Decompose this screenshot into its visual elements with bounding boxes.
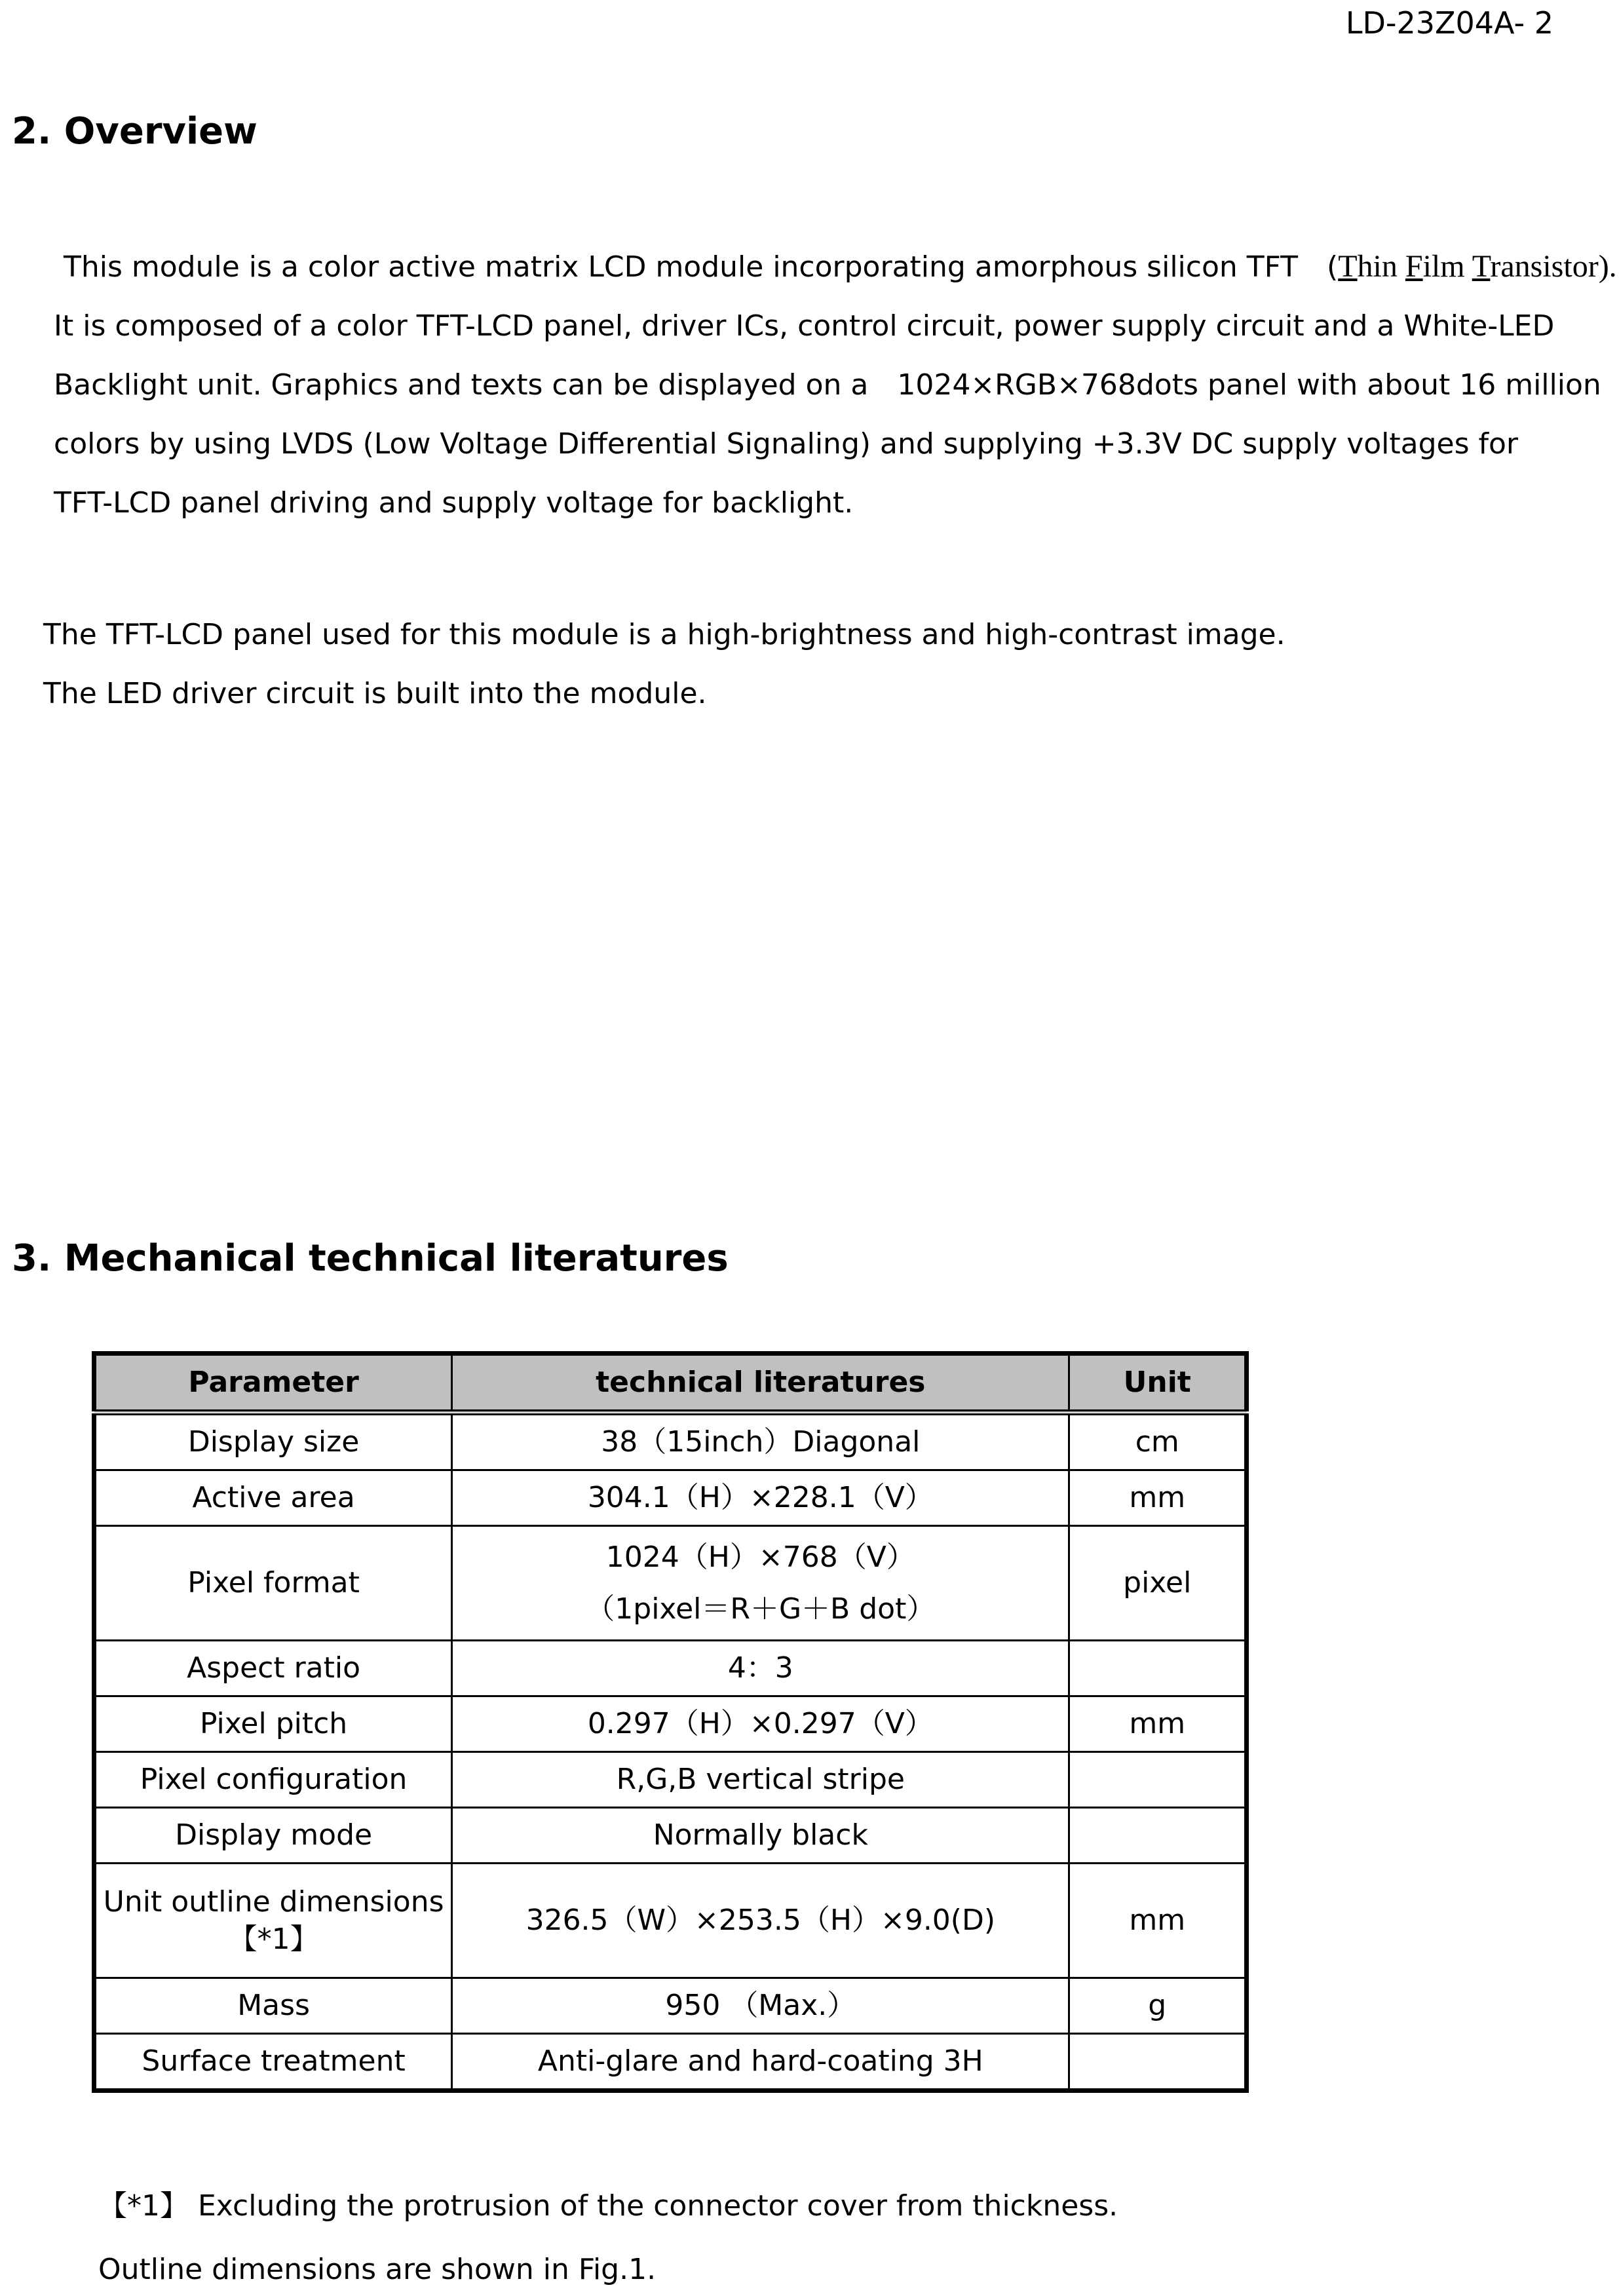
cell-value: 38（15inch）Diagonal [452,1413,1069,1470]
document-id: LD-23Z04A- 2 [1345,5,1553,41]
cell-value [452,1526,1069,1641]
overview-heading: 2. Overview [12,110,257,153]
cell-unit: pixel [1069,1526,1247,1641]
table-header-row [94,1354,1247,1413]
cell-parameter: Active area [94,1470,452,1526]
cell-value-line-2: （1pixel＝R＋G＋B dot） [586,1592,936,1626]
column-header-parameter: Parameter [94,1354,452,1413]
cell-value: Anti-glare and hard-coating 3H [452,2034,1069,2091]
cell-unit: g [1069,1978,1247,2034]
overview-line-1: This module is a color active matrix LCD module incorporating amorphous silicon TFT (Thin Film Transistor). [64,249,1617,284]
table-row [94,2034,1247,2091]
overview-line-4: colors by using LVDS (Low Voltage Differential Signaling) and supplying +3.3V DC supply voltages for [54,427,1518,461]
overview-paragraph-2 [43,605,1286,723]
cell-value: 950 （Max.） [452,1978,1069,2034]
footnote-1: 【*1】 Excluding the protrusion of the connector cover from thickness. [98,2189,1118,2223]
cell-value: 304.1（H）×228.1（V） [452,1470,1069,1526]
cell-parameter: Display size [94,1413,452,1470]
footnote-outline: Outline dimensions are shown in Fig.1. [98,2253,657,2286]
column-header-unit: Unit [1069,1354,1247,1413]
overview-line-3: Backlight unit. Graphics and texts can be displayed on a 1024×RGB×768dots panel with about 16 million [54,368,1601,402]
table-row [94,1641,1247,1696]
cell-unit: mm [1069,1470,1247,1526]
table-row [94,1470,1247,1526]
overview-p2-line-1: The TFT-LCD panel used for this module is a high-brightness and high-contrast image. [43,618,1286,651]
cell-unit [1069,1641,1247,1696]
cell-unit: mm [1069,1864,1247,1978]
overview-line-2: It is composed of a color TFT-LCD panel, driver ICs, control circuit, power supply circuit and a White-LED [54,309,1555,343]
mechanical-spec-table [92,1351,1249,2093]
column-header-technical-literatures: technical literatures [452,1354,1069,1413]
cell-unit: mm [1069,1696,1247,1752]
cell-parameter: Aspect ratio [94,1641,452,1696]
cell-parameter: Display mode [94,1808,452,1864]
cell-unit [1069,2034,1247,2091]
cell-parameter: Mass [94,1978,452,2034]
mechanical-heading: 3. Mechanical technical literatures [12,1237,729,1280]
cell-value: 0.297（H）×0.297（V） [452,1696,1069,1752]
cell-value-line-1: 1024（H）×768（V） [605,1540,915,1574]
cell-parameter-line-2: 【*1】 [228,1923,319,1956]
overview-p2-line-2: The LED driver circuit is built into the module. [43,677,707,710]
table-row [94,1864,1247,1978]
cell-parameter-line-1: Unit outline dimensions [103,1885,444,1919]
cell-value: R,G,B vertical stripe [452,1752,1069,1808]
table-row [94,1413,1247,1470]
table-row [94,1526,1247,1641]
cell-parameter: Pixel configuration [94,1752,452,1808]
table-row [94,1808,1247,1864]
overview-line-5: TFT-LCD panel driving and supply voltage for backlight. [54,486,854,520]
cell-parameter: Pixel pitch [94,1696,452,1752]
cell-value: Normally black [452,1808,1069,1864]
cell-unit [1069,1808,1247,1864]
cell-parameter: Pixel format [94,1526,452,1641]
cell-value: 326.5（W）×253.5（H）×9.0(D) [452,1864,1069,1978]
cell-unit [1069,1752,1247,1808]
overview-paragraph-1 [54,237,1617,533]
table-row [94,1696,1247,1752]
cell-value: 4：3 [452,1641,1069,1696]
cell-parameter: Surface treatment [94,2034,452,2091]
cell-unit: cm [1069,1413,1247,1470]
table-row [94,1752,1247,1808]
table-row [94,1978,1247,2034]
cell-parameter [94,1864,452,1978]
